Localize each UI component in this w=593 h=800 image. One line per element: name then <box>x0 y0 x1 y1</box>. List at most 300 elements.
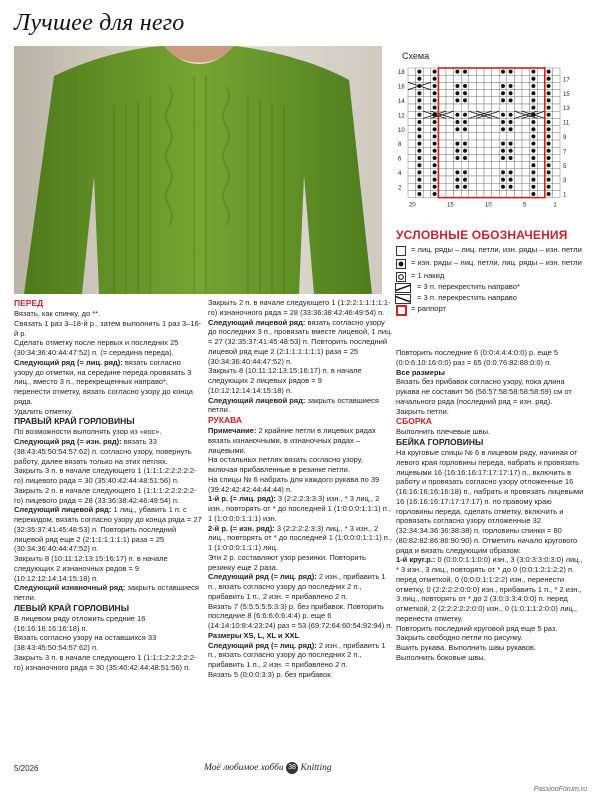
chart-cell <box>537 162 545 169</box>
chart-cell <box>514 176 522 183</box>
chart-cell <box>408 176 416 183</box>
purl-dot <box>455 120 459 124</box>
purl-dot <box>455 113 459 117</box>
chart-cell <box>537 169 545 176</box>
chart-cell <box>492 97 500 104</box>
chart-cell <box>492 126 500 133</box>
chart-cell <box>446 176 454 183</box>
row-number-left: 4 <box>398 171 402 177</box>
chart-cell <box>469 183 477 190</box>
purl-dot <box>509 120 513 124</box>
chart-cell <box>537 75 545 82</box>
chart-cell <box>476 154 484 161</box>
chart-cell <box>522 118 530 125</box>
chart-cell <box>438 90 446 97</box>
chart-cell <box>522 82 530 89</box>
purl-dot <box>417 149 421 153</box>
purl-dot <box>547 106 551 110</box>
chart-cell <box>552 162 560 169</box>
chart-cell <box>552 140 560 147</box>
chart-cell <box>552 183 560 190</box>
purl-dot <box>547 98 551 102</box>
purl-dot <box>531 185 535 189</box>
chart-cell <box>408 126 416 133</box>
chart-cell <box>446 97 454 104</box>
chart-cell <box>522 90 530 97</box>
purl-dot <box>455 70 459 74</box>
purl-dot <box>547 113 551 117</box>
page-title: Лучшее для него <box>14 10 185 36</box>
paragraph: Закрыть 2 п. в начале следующего 1 (1:1:1:2:2:2:2:2-го) лицевого ряда = 28 (33:36:38:42:46:49:54) п. <box>14 485 197 505</box>
chart-cell <box>408 111 416 118</box>
chart-cell <box>507 75 515 82</box>
purl-dot <box>433 120 437 124</box>
col-number: 1 <box>553 202 557 209</box>
blank-square-icon <box>396 246 406 256</box>
chart-cell <box>476 90 484 97</box>
chart-cell <box>408 97 416 104</box>
chart-cell <box>423 97 431 104</box>
paragraph: Закрыть 8 (10:11:12:13:15:16:17) п. в начале следующих 2 лицевых рядов = 9 (10:12:12:14:14:15:18) п. <box>208 366 362 395</box>
row-number-left: 8 <box>398 142 402 149</box>
purl-dot <box>501 120 505 124</box>
purl-dot <box>417 156 421 160</box>
chart-cell <box>438 133 446 140</box>
legend <box>396 244 586 314</box>
bold-lead: 2-й р. (= изн. ряд): <box>208 523 275 533</box>
paragraph: Закрыть 3 п. в начале следующего 1 (1:1:1:2:2:2:2:2-го) лицевого ряда = 30 (35:40:42:44:48:51:56) п. <box>14 466 197 485</box>
chart-cell <box>408 118 416 125</box>
chart-cell <box>476 75 484 82</box>
chart-cell <box>492 133 500 140</box>
row-number-right: 17 <box>563 77 570 84</box>
chart-cell <box>408 133 416 140</box>
purl-dot <box>433 84 437 88</box>
chart-cell <box>446 104 454 111</box>
chart-cell <box>492 90 500 97</box>
purl-dot <box>433 70 437 74</box>
chart-cell <box>408 147 416 154</box>
chart-cell <box>469 82 477 89</box>
chart-cell <box>552 154 560 161</box>
subsection-heading: БЕЙКА ГОРЛОВИНЫ <box>396 437 484 447</box>
chart-cell <box>423 190 431 197</box>
chart-cell <box>492 140 500 147</box>
chart-cell <box>484 82 492 89</box>
chart-cell <box>446 90 454 97</box>
purl-dot <box>455 149 459 153</box>
col-number: 20 <box>409 202 416 209</box>
chart-cell <box>461 190 469 197</box>
chart-cell <box>492 190 500 197</box>
chart-cell <box>476 133 484 140</box>
chart-cell <box>552 111 560 118</box>
schema-title: Схема <box>402 51 430 61</box>
chart-cell <box>537 97 545 104</box>
chart-cell <box>484 97 492 104</box>
purl-dot <box>547 77 551 81</box>
chart-cell <box>537 176 545 183</box>
paragraph: Следующий ряд (= лиц. ряд): вязать согласно узору до отметки, на середине переда провязать 3 лиц., вместо 3 п., перекрещенных направо*, перенести отметку, вязать согласно узору до конца ряда. <box>14 357 193 406</box>
chart-cell <box>423 104 431 111</box>
chart-cell <box>552 190 560 197</box>
paragraph: Эти 2 р. составляют узор резинки. Повторить резинку еще 2 раза. <box>208 552 366 572</box>
bold-lead: 1-й круг.р.: <box>396 555 436 565</box>
chart-cell <box>514 190 522 197</box>
chart-cell <box>514 183 522 190</box>
purl-dot <box>509 170 513 174</box>
chart-cell <box>514 82 522 89</box>
purl-dot <box>531 134 535 138</box>
purl-dot <box>547 156 551 160</box>
purl-dot <box>455 127 459 131</box>
purl-dot <box>531 84 535 88</box>
chart-cell <box>423 183 431 190</box>
purl-dot <box>417 127 421 131</box>
bold-lead: Следующий ряд (= лиц. ряд): <box>208 640 317 650</box>
chart-cell <box>408 154 416 161</box>
purl-dot <box>547 91 551 95</box>
chart-cell <box>438 82 446 89</box>
chart-cell <box>522 133 530 140</box>
purl-dot <box>417 120 421 124</box>
paragraph: По возможности выполнять узор из «кос». <box>14 427 162 437</box>
chart-cell <box>461 104 469 111</box>
chart-cell <box>552 104 560 111</box>
paragraph: Вязать согласно узору на оставшихся 33 (38:43:45:50:54:57:62) п. <box>14 633 157 652</box>
chart-cell <box>484 126 492 133</box>
purl-dot <box>417 91 421 95</box>
chart-cell <box>423 147 431 154</box>
chart-cell <box>423 169 431 176</box>
purl-dot <box>509 127 513 131</box>
purl-dot <box>531 142 535 146</box>
chart-cell <box>514 97 522 104</box>
purl-dot <box>417 70 421 74</box>
purl-dot <box>509 70 513 74</box>
purl-dot <box>509 178 513 182</box>
subsection-heading: ПРАВЫЙ КРАЙ ГОРЛОВИНЫ <box>14 416 135 427</box>
purl-dot <box>501 170 505 174</box>
chart-cell <box>461 133 469 140</box>
legend-item-repeat: = раппорт <box>396 303 586 314</box>
row-number-right: 7 <box>563 149 567 156</box>
purl-dot <box>531 120 535 124</box>
chart-cell <box>552 176 560 183</box>
chart-cell <box>469 190 477 197</box>
chart-cell <box>484 154 492 161</box>
chart-cell <box>514 118 522 125</box>
chart-cell <box>454 162 462 169</box>
purl-dot <box>547 192 551 196</box>
purl-dot <box>509 91 513 95</box>
purl-dot <box>455 142 459 146</box>
chart-cell <box>469 90 477 97</box>
paragraph: Следующий лицевой ряд: 1 лиц., убавить 1 п. с перекидом, вязать согласно узору до конца ряда = 27 (32:35:37:41:45:48:53) п. Повторить последний лицевой ряд еще 2 (2:1:1:1:1:1:1) раза = 25 (30:34:36:40:44:47:52) п. <box>14 505 202 554</box>
chart-cell <box>408 169 416 176</box>
chart-cell <box>522 104 530 111</box>
chart-cell <box>522 68 530 75</box>
chart-cell <box>492 154 500 161</box>
chart-cell <box>552 68 560 75</box>
chart-cell <box>552 90 560 97</box>
chart-cell <box>469 162 477 169</box>
chart-cell <box>484 162 492 169</box>
chart-cell <box>469 140 477 147</box>
chart-cell <box>537 82 545 89</box>
purl-dot <box>417 134 421 138</box>
chart-cell <box>492 104 500 111</box>
chart-cell <box>507 104 515 111</box>
purl-dot <box>547 142 551 146</box>
chart-cell <box>461 75 469 82</box>
purl-dot <box>463 113 467 117</box>
chart-cell <box>537 104 545 111</box>
chart-grid <box>408 68 560 198</box>
chart-cell <box>476 162 484 169</box>
bold-lead: Все размеры <box>396 367 445 377</box>
footer-magazine: Моё любимое хобби 38 Knitting <box>204 763 332 774</box>
chart-cell <box>408 104 416 111</box>
bold-lead: Следующий изнаночный ряд: <box>14 583 126 593</box>
footer-issue: 5/2026 <box>14 764 39 773</box>
chart-cell <box>408 140 416 147</box>
chart-cell <box>446 126 454 133</box>
chart-cell <box>408 75 416 82</box>
purl-dot <box>433 170 437 174</box>
chart-cell <box>476 118 484 125</box>
bold-lead: Размеры XS, L, XL и XXL <box>208 630 300 640</box>
row-number-right: 1 <box>563 192 567 199</box>
paragraph: Следующий лицевой ряд: закрыть оставшиеся петли. <box>208 395 379 415</box>
paragraph: Вязать без прибавок согласно узору, пока длина рукава не составит 56 (56:57:58:58:58:58:59) см от начального ряда (последний ряд = изн. ряд). <box>396 377 572 406</box>
chart-cell <box>499 190 507 197</box>
paragraph: Следующий ряд (= лиц. ряд): 2 изн., прибавить 1 п., вязать согласно узору до последних 2 п., прибавить 1 п., 2 изн. = прибавлено 2 п. <box>208 572 386 601</box>
chart-cell <box>552 82 560 89</box>
chart-cell <box>507 162 515 169</box>
chart-cell <box>423 75 431 82</box>
chart-cell <box>469 176 477 183</box>
paragraph: Следующий изнаночный ряд: закрыть оставшиеся петли. <box>14 583 199 602</box>
purl-dot <box>531 91 535 95</box>
row-number-left: 16 <box>398 84 405 91</box>
bold-lead: 1-й р. (= лиц. ряд): <box>208 494 276 504</box>
purl-dot <box>501 142 505 146</box>
purl-dot <box>463 170 467 174</box>
dot-square-icon <box>396 259 406 269</box>
purl-dot <box>531 170 535 174</box>
purl-dot <box>547 127 551 131</box>
purl-dot <box>501 70 505 74</box>
purl-dot <box>547 70 551 74</box>
chart-cell <box>484 183 492 190</box>
paragraph: На остальных петлях вязать согласно узору, включая прибавленные в резинке петли. <box>208 455 363 474</box>
row-number-right: 3 <box>563 178 567 185</box>
paragraph: Примечание: 2 крайние петли в лицевых рядах вязать изнаночными, в изнаночных рядах – лицевыми. <box>208 426 376 455</box>
chart-cell <box>438 183 446 190</box>
chart-cell <box>438 126 446 133</box>
chart-cell <box>476 176 484 183</box>
column-3 <box>396 348 586 663</box>
paragraph: Закрыть 8 (10:11:12:13:15:16:17) п. в начале следующих 2 изнаночных рядов = 9 (10:12:12:14:14:15:18) п. <box>14 554 168 583</box>
column-1 <box>14 298 202 672</box>
purl-dot <box>547 163 551 167</box>
chart-cell <box>438 190 446 197</box>
purl-dot <box>547 149 551 153</box>
purl-dot <box>417 106 421 110</box>
chart-cell <box>469 104 477 111</box>
purl-dot <box>417 142 421 146</box>
purl-dot <box>417 192 421 196</box>
chart-cell <box>423 154 431 161</box>
chart-cell <box>522 176 530 183</box>
chart-cell <box>469 97 477 104</box>
chart-cell <box>438 104 446 111</box>
legend-item-purl: = изн. ряды – лиц. петли, лиц. ряды – изн. петли <box>396 257 586 268</box>
purl-dot <box>417 77 421 81</box>
chart-cell <box>522 169 530 176</box>
chart-cell <box>476 104 484 111</box>
purl-dot <box>463 185 467 189</box>
purl-dot <box>531 98 535 102</box>
col-number: 10 <box>485 202 492 209</box>
chart-cell <box>469 154 477 161</box>
chart-cell <box>492 118 500 125</box>
chart-cell <box>438 169 446 176</box>
chart-cell <box>484 118 492 125</box>
chart-cell <box>514 90 522 97</box>
chart-cell <box>438 140 446 147</box>
section-heading: РУКАВА <box>208 415 243 425</box>
purl-dot <box>547 170 551 174</box>
paragraph: Сделать отметку после первых и последних 25 (30:34:36:40:44:47:52) п. (= середина переда). <box>14 338 179 357</box>
repeat-square-icon <box>396 305 407 316</box>
chart-cell <box>446 68 454 75</box>
chart-cell <box>438 154 446 161</box>
purl-dot <box>509 113 513 117</box>
purl-dot <box>463 91 467 95</box>
row-number-left: 12 <box>398 113 405 120</box>
chart-cell <box>552 147 560 154</box>
purl-dot <box>501 91 505 95</box>
purl-dot <box>433 106 437 110</box>
chart-cell <box>537 140 545 147</box>
chart-cell <box>454 104 462 111</box>
chart-cell <box>522 126 530 133</box>
purl-dot <box>463 84 467 88</box>
chart-cell <box>522 140 530 147</box>
purl-dot <box>509 142 513 146</box>
purl-dot <box>433 127 437 131</box>
legend-title: УСЛОВНЫЕ ОБОЗНАЧЕНИЯ <box>396 228 568 242</box>
legend-item-yarnover: = 1 накид <box>396 270 586 281</box>
chart-cell <box>514 75 522 82</box>
purl-dot <box>463 156 467 160</box>
footer-watermark: PassionForum.ru <box>533 786 587 793</box>
paragraph: 1-й круг.р.: 0 (0:0:0:1:1:0:0) изн., 3 (3:0:3:3:0:3:0) лиц., * 3 изн., 3 лиц., повторять от * до 0 (0:0:1:2:1:2:2) п. перед отметкой, 0 (0:0:0:1:1:2:2) изн., перенести отметку, 0 (2:2:2:2:0:0:0) изн., прибавить 1 п., * 2 изн., 3 лиц., повторять от * до 2 (3:0:3:3:4:0:0) п. перед отметкой, 2 (2:2:2:2:2:0:0) изн., 0 (1:0:1:1:2:0:0) лиц., перенести отметку. <box>396 555 583 623</box>
paragraph: Закрыть 3 п. в начале следующего 1 (1:1:1:2:2:2:2:2-го) изнаночного ряда = 30 (35:40:42:44:48:51:56) п. <box>14 652 197 672</box>
purl-dot <box>455 185 459 189</box>
purl-dot <box>501 98 505 102</box>
chart-cell <box>446 169 454 176</box>
paragraph: Выполнить плечевые швы. <box>396 427 491 437</box>
paragraph: Следующий лицевой ряд: вязать согласно узору до последних 3 п., провязать вместе лицевой, 1 лиц. = 27 (32:35:37:41:45:48:53) п. Повторить последний лицевой ряд еще 2 (2:1:1:1:1:1:1) раза = 25 (30:34:36:40:44:47:52) п. <box>208 317 393 366</box>
chart-cell <box>484 90 492 97</box>
sweater-photo <box>14 46 382 294</box>
purl-dot <box>433 185 437 189</box>
chart-cell <box>514 104 522 111</box>
bold-lead: Следующий ряд (= лиц. ряд): <box>14 357 123 367</box>
chart-cell <box>492 176 500 183</box>
purl-dot <box>417 163 421 167</box>
chart-cell <box>423 118 431 125</box>
purl-dot <box>417 98 421 102</box>
knitting-chart <box>394 62 584 222</box>
chart-cell <box>499 162 507 169</box>
row-number-left: 18 <box>398 70 405 77</box>
chart-cell <box>537 90 545 97</box>
chart-cell <box>438 162 446 169</box>
purl-dot <box>463 127 467 131</box>
chart-cell <box>552 126 560 133</box>
chart-cell <box>408 90 416 97</box>
purl-dot <box>509 156 513 160</box>
row-number-left: 14 <box>398 99 405 105</box>
paragraph: 2-й р. (= изн. ряд): 3 (2:2:2:2:3:3) лиц., * 3 изн., 2 лиц., повторять от * до последней 1 (1:0:0:0:1:1:1) п., 1 (1:0:0:0:1:1:1) лиц. <box>208 523 393 552</box>
paragraph: На круговые спицы № 6 в лицевом ряду, начиная от левого края горловины переда, набрать и провязать лицевыми 16 (16:16:16:17:17:17:17) п., включить в работу и провязать согласно узору отложенные 16 (16:16:16:16:16:18) п., набрать и провязать лицевыми 16 (16:16:16:17:17:17:17) п. по правому краю горловины переда, сделать отметку, включить и провязать согласно узору отложенные 32 (32:34:34:36:36:38:38) п. горловины спинки = 80 (80:82:82:86:86:90:90) п. Отметить начало кругового ряда и вязать следующим образом: <box>396 448 584 555</box>
purl-dot <box>531 156 535 160</box>
row-number-left: 2 <box>398 185 402 192</box>
chart-cell <box>522 183 530 190</box>
chart-cell <box>408 68 416 75</box>
chart-cell <box>423 176 431 183</box>
chart-cell <box>461 162 469 169</box>
chart-cell <box>476 147 484 154</box>
chart-cell <box>469 68 477 75</box>
purl-dot <box>509 84 513 88</box>
purl-dot <box>531 163 535 167</box>
chart-cell <box>476 169 484 176</box>
chart-cell <box>499 133 507 140</box>
chart-cell <box>522 190 530 197</box>
chart-cell <box>522 162 530 169</box>
chart-cell <box>408 162 416 169</box>
chart-cell <box>492 183 500 190</box>
paragraph: Удалить отметку. <box>14 406 74 416</box>
purl-dot <box>531 149 535 153</box>
purl-dot <box>433 192 437 196</box>
paragraph: Вязать 7 (5:5:5:5:5:3:3) р. без прибавок. Повторить последние 8 (6:6:6:6:6:4:4) р. еще 6 (14:14:10:8:4:23:24) раз = 53 (69:72:64:60:54:92:94) п. <box>208 601 393 630</box>
purl-dot <box>463 142 467 146</box>
chart-cell <box>537 133 545 140</box>
purl-dot <box>501 185 505 189</box>
purl-dot <box>531 178 535 182</box>
chart-cell <box>492 68 500 75</box>
paragraph: Закрыть 2 п. в начале следующего 1 (1:2:2:1:1:1:1:1-го) изнаночного ряда = 28 (33:36:38:42:46:49:54) п. <box>208 298 391 317</box>
chart-cell <box>522 97 530 104</box>
purl-dot <box>433 156 437 160</box>
paragraph: Повторить последний круговой ряд еще 5 раз. <box>396 623 558 633</box>
chart-cell <box>514 154 522 161</box>
row-number-right: 15 <box>563 91 570 98</box>
chart-cell <box>522 154 530 161</box>
purl-dot <box>531 106 535 110</box>
chart-cell <box>423 126 431 133</box>
chart-cell <box>484 147 492 154</box>
purl-dot <box>547 178 551 182</box>
sweater-illustration <box>14 46 382 294</box>
chart-cell <box>408 183 416 190</box>
